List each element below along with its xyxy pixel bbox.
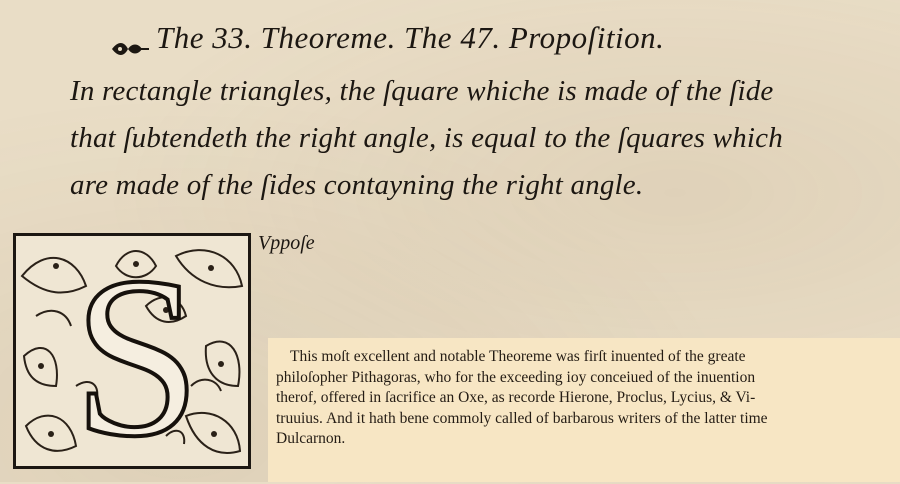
initial-letter: S	[73, 229, 201, 484]
note-line: Dulcarnon.	[276, 430, 346, 447]
proposition-line: that ſubtendeth the right angle, is equal to the ſquares which	[70, 122, 783, 154]
heading-text: The 33. Theoreme. The 47. Propoſition.	[156, 20, 665, 55]
note-line: therof, offered in ſacrifice an Oxe, as recorde Hierone, Proclus, Lycius, & Vi-	[276, 389, 756, 406]
proposition-line: are made of the ſides contayning the right angle.	[70, 169, 644, 201]
historical-note	[276, 347, 894, 450]
note-line: philoſopher Pithagoras, who for the exceeding ioy conceiued of the inuention	[276, 368, 756, 386]
theorem-heading	[110, 20, 664, 56]
proposition-text	[70, 68, 882, 209]
proposition-line: In rectangle triangles, the ſquare whiche is made of the ſide	[70, 75, 774, 107]
note-line: truuius. And it hath bene commoly called of barbarous writers of the latter time	[276, 409, 768, 427]
note-line: This moſt excellent and notable Theoreme was firſt inuented of the greate	[290, 348, 746, 365]
fleuron-icon	[110, 31, 150, 51]
decorated-initial	[13, 229, 251, 484]
suppose-word: Vppoſe	[258, 232, 315, 254]
